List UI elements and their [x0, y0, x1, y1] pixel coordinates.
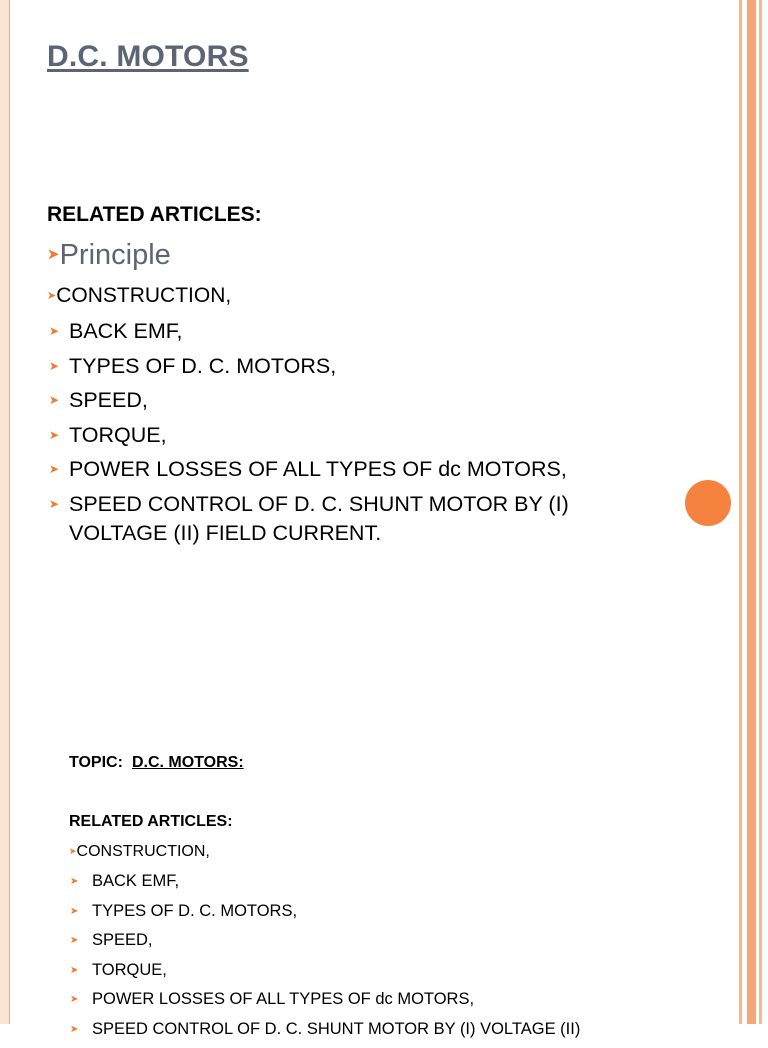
notes-related-heading: RELATED ARTICLES: — [69, 813, 233, 830]
arrow-bullet-icon: ➤ — [49, 358, 60, 373]
list-item-label: POWER LOSSES OF ALL TYPES OF dc MOTORS, — [92, 990, 475, 1008]
list-item — [69, 989, 709, 1009]
arrow-bullet-icon: ➤ — [70, 1023, 79, 1035]
topic-label: TOPIC: — [69, 754, 123, 771]
list-item — [47, 386, 647, 415]
list-item-label: SPEED, — [92, 931, 153, 949]
slide-right-border — [737, 0, 768, 1024]
principle-label: Principle — [59, 239, 171, 271]
list-item — [69, 871, 709, 891]
notes-construction-label: CONSTRUCTION, — [76, 843, 210, 860]
principle-item — [47, 239, 171, 272]
arrow-bullet-icon: ➤ — [49, 462, 60, 476]
slide-left-border — [0, 0, 10, 1024]
arrow-bullet-icon: ➤ — [49, 496, 60, 511]
notes-construction-item — [69, 843, 210, 861]
list-item — [69, 1019, 709, 1039]
arrow-bullet-icon: ➤ — [49, 324, 60, 338]
notes-topic — [69, 754, 244, 772]
list-item-label: TORQUE, — [92, 960, 167, 979]
arrow-bullet-icon: ➤ — [49, 427, 60, 442]
list-item-label: TORQUE, — [69, 422, 167, 447]
list-item-label: TYPES OF D. C. MOTORS, — [69, 353, 337, 378]
arrow-bullet-icon: ➤ — [70, 994, 79, 1005]
list-item — [69, 901, 709, 921]
list-item-label: SPEED CONTROL OF D. C. SHUNT MOTOR BY (I) VOLTAGE (II) FIELD CURRENT. — [69, 491, 569, 545]
arrow-bullet-icon: ➤ — [70, 905, 79, 917]
list-item — [69, 930, 709, 950]
notes-articles-list — [69, 871, 709, 1048]
related-articles-list — [47, 317, 647, 553]
list-item-label: SPEED CONTROL OF D. C. SHUNT MOTOR BY (I) VOLTAGE (II) — [92, 1019, 581, 1038]
arrow-bullet-icon: ➤ — [70, 935, 79, 946]
slide-title: D.C. MOTORS — [47, 40, 249, 73]
arrow-bullet-icon: ➤ — [47, 246, 60, 263]
topic-value: D.C. MOTORS: — [131, 754, 244, 771]
list-item-label: BACK EMF, — [92, 872, 180, 890]
list-item-label: POWER LOSSES OF ALL TYPES OF dc MOTORS, — [69, 457, 567, 481]
list-item — [47, 352, 647, 381]
construction-item — [47, 284, 231, 308]
arrow-bullet-icon: ➤ — [69, 846, 77, 856]
orange-dot-decoration — [685, 480, 731, 526]
related-articles-heading: RELATED ARTICLES: — [47, 203, 262, 226]
list-item — [47, 421, 647, 450]
construction-label: CONSTRUCTION, — [56, 284, 232, 307]
arrow-bullet-icon: ➤ — [49, 393, 60, 407]
list-item — [47, 490, 647, 548]
list-item — [47, 455, 647, 484]
list-item — [69, 960, 709, 980]
list-item-label: BACK EMF, — [69, 319, 183, 343]
arrow-bullet-icon: ➤ — [70, 964, 79, 976]
list-item — [47, 317, 647, 346]
arrow-bullet-icon: ➤ — [70, 876, 79, 887]
list-item-label: TYPES OF D. C. MOTORS, — [92, 901, 298, 920]
arrow-bullet-icon: ➤ — [47, 290, 57, 302]
list-item-label: SPEED, — [69, 388, 148, 412]
